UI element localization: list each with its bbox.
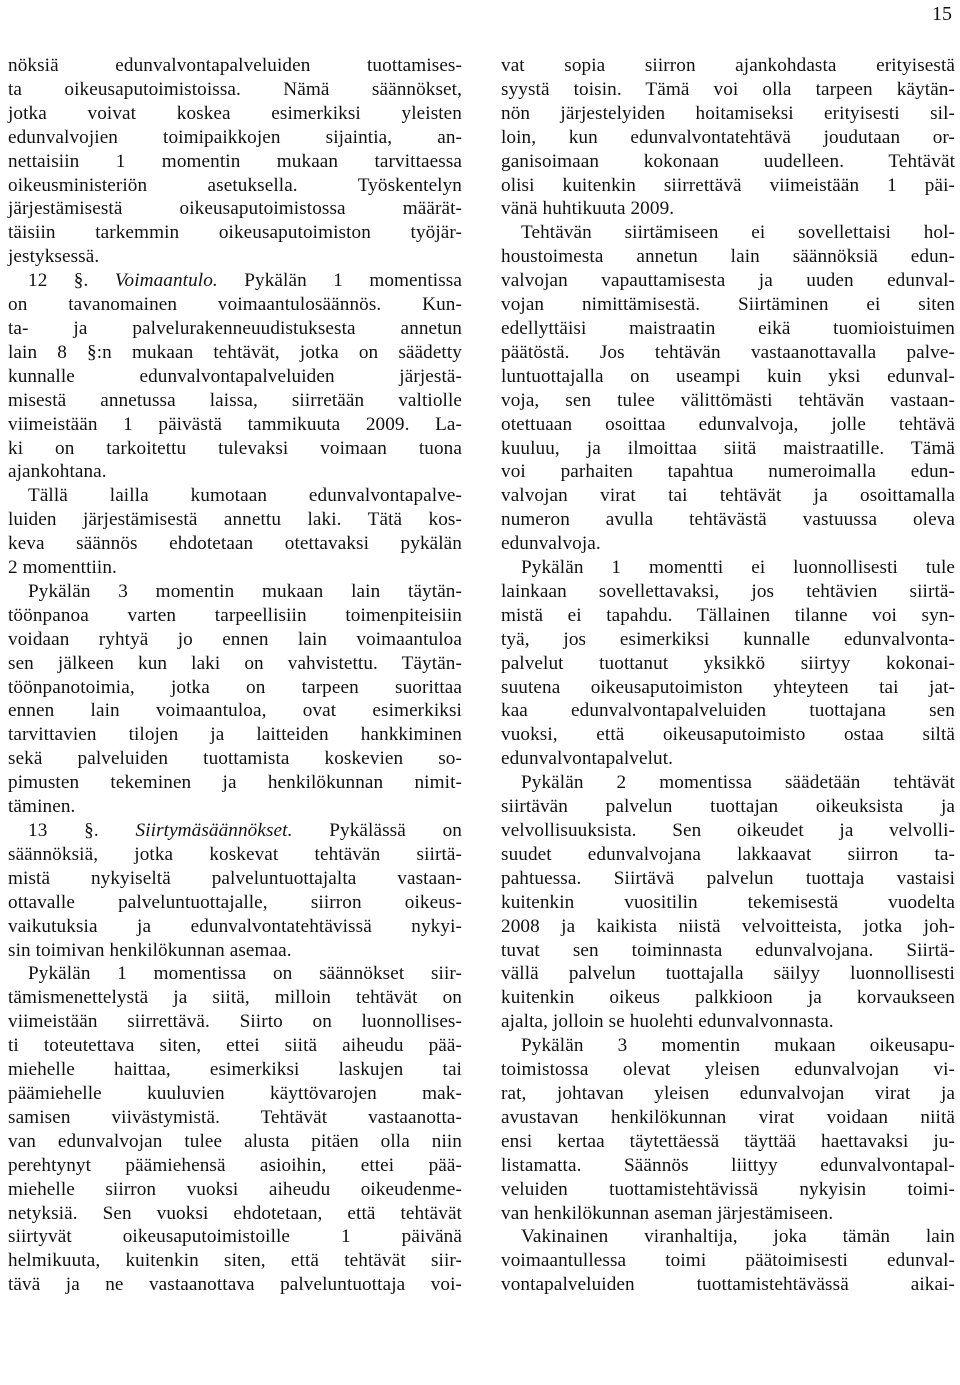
- text-line: miehelle siirron vuoksi aiheudu oikeudenme-: [8, 1178, 462, 1200]
- text-line: pahtuessa. Siirtävä palvelun tuottaja vastaisi: [501, 867, 955, 889]
- text-line: palvelut tuottanut yksikkö siirtyy kokonai-: [501, 652, 955, 674]
- text-line: edunvalvontapalvelut.: [501, 748, 674, 770]
- text-line: ensi kertaa täytettäessä täyttää haettavaksi ju-: [501, 1130, 955, 1152]
- text-line: sekä palveluiden tuottamista koskevien so-: [8, 748, 462, 770]
- text-line: Pykälän 1 momentti ei luonnollisesti tule: [521, 557, 955, 579]
- right-text-column: [501, 54, 955, 1297]
- text-line: valvojan vapauttamisesta ja uuden edunval-: [501, 270, 955, 292]
- line-text: Pykälän 1 momentissa: [244, 270, 462, 292]
- text-line: kaa edunvalvontapalveluiden tuottajana sen: [501, 700, 955, 722]
- text-line: rat, johtavan yleisen edunvalvojan virat ja: [501, 1082, 955, 1104]
- text-line: tämismenettelystä ja siitä, milloin tehtävät on: [8, 987, 462, 1009]
- text-line: kuitenkin oikeus palkkioon ja korvaukseen: [501, 987, 955, 1009]
- text-line: perehtynyt päämiehensä asioihin, ettei pää-: [8, 1154, 462, 1176]
- text-line: vojan nimittämisestä. Siirtäminen ei siten: [501, 294, 955, 316]
- text-line: edunvalvojien toimipaikkojen sijaintia, an-: [8, 126, 462, 148]
- text-line: olisi kuitenkin siirrettävä viimeistään 1 päi-: [501, 174, 955, 196]
- text-line: tävä ja ne vastaanottava palveluntuottaja voi-: [8, 1274, 462, 1296]
- section-title: Siirtymäsäännökset.: [135, 820, 293, 841]
- text-line: misestä annetussa laissa, siirretään valtiolle: [8, 389, 462, 411]
- text-line: loin, kun edunvalvontatehtävä joudutaan or-: [501, 126, 955, 148]
- text-line: siirtyvät oikeusaputoimistoille 1 päivänä: [8, 1226, 462, 1248]
- text-line: kunnalle edunvalvontapalveluiden järjestä-: [8, 365, 462, 387]
- text-line: päätöstä. Jos tehtävän vastaanottavalla palve-: [501, 341, 955, 363]
- text-line: voja, sen tulee välittömästi tehtävän vastaan-: [501, 389, 955, 411]
- text-line: voidaan ryhtyä jo ennen lain voimaantuloa: [8, 628, 462, 650]
- text-line: säännöksiä, jotka koskevat tehtävän siirtä-: [8, 843, 462, 865]
- text-line: ta- ja palvelurakenneuudistuksesta annetun: [8, 317, 462, 339]
- text-line: ajankohtana.: [8, 461, 107, 483]
- text-line: Tehtävän siirtämiseen ei sovellettaisi hol-: [521, 222, 955, 244]
- section-number: 12 §.: [28, 270, 89, 292]
- text-line: tarvittavien tilojen ja laitteiden hankkiminen: [8, 724, 462, 746]
- text-line: täisiin tarkemmin oikeusaputoimiston työjär-: [8, 222, 462, 244]
- text-line: Vakinainen viranhaltija, joka tämän lain: [521, 1226, 955, 1248]
- text-line: vontapalveluiden tuottamistehtävässä aikai-: [501, 1274, 955, 1296]
- text-line: nön järjestelyiden hoitamiseksi erityisesti sil-: [501, 102, 955, 124]
- text-line: luntuottajalla on useampi kuin yksi edunval-: [501, 365, 955, 387]
- left-text-column: [8, 54, 462, 1297]
- text-line: kuitenkin vuositilin tekemisestä vuodelta: [501, 891, 955, 913]
- text-line: sen jälkeen kun laki on vahvistettu. Täytän-: [8, 652, 462, 674]
- text-line: voi parhaiten tapahtua numeroimalla edun-: [501, 461, 955, 483]
- text-line: siirtävän palvelun tuottajan oikeuksista ja: [501, 796, 955, 818]
- text-line: ennen lain voimaantuloa, ovat esimerkiksi: [8, 700, 462, 722]
- text-line: sin toimivan henkilökunnan asemaa.: [8, 939, 292, 961]
- text-line: 2 momenttiin.: [8, 557, 117, 579]
- text-line: [8, 269, 462, 293]
- text-line: miehelle haittaa, esimerkiksi laskujen tai: [8, 1059, 462, 1081]
- text-line: mistä nykyiseltä palveluntuottajalta vastaan-: [8, 867, 462, 889]
- text-line: netyksiä. Sen vuoksi ehdotetaan, että tehtävät: [8, 1202, 462, 1224]
- text-line: avustavan henkilökunnan virat voidaan niitä: [501, 1106, 955, 1128]
- text-line: lain 8 §:n mukaan tehtävät, jotka on säädetty: [8, 341, 462, 363]
- text-line: otettuaan osoittaa edunvalvoja, jolle tehtävä: [501, 413, 955, 435]
- text-line: ti toteutettava siten, ettei siitä aiheudu pää-: [8, 1035, 462, 1057]
- text-line: valvojan virat tai tehtävät ja osoittamalla: [501, 485, 955, 507]
- text-line: suudet edunvalvojana lakkaavat siirron ta-: [501, 843, 955, 865]
- text-line: vänä huhtikuuta 2009.: [501, 198, 675, 220]
- text-line: vaikutuksia ja edunvalvontatehtävissä nykyi-: [8, 915, 462, 937]
- text-line: ottavalle palveluntuottajalle, siirron oikeus-: [8, 891, 462, 913]
- text-line: pimusten tekeminen ja henkilökunnan nimit-: [8, 772, 462, 794]
- text-line: houstoimesta annetun lain säännöksiä edun-: [501, 246, 955, 268]
- text-line: vällä palvelun tuottajalla säilyy luonnollisesti: [501, 963, 955, 985]
- text-line: veluiden tuottamistehtävissä nykyisin toimi-: [501, 1178, 955, 1200]
- text-line: täminen.: [8, 796, 76, 818]
- text-line: töönpanoa varten tarpeellisiin toimenpiteisiin: [8, 604, 462, 626]
- text-line: helmikuuta, kuitenkin siten, että tehtävät siir-: [8, 1250, 462, 1272]
- text-line: lainkaan sovellettavaksi, jos tehtävien siirtä-: [501, 580, 955, 602]
- text-line: [8, 819, 462, 843]
- text-line: velvollisuuksista. Sen oikeudet ja velvolli-: [501, 820, 955, 841]
- text-line: töönpanotoimia, jotka on tarpeen suorittaa: [8, 676, 462, 698]
- text-line: Tällä lailla kumotaan edunvalvontapalve-: [28, 485, 462, 507]
- text-line: van edunvalvojan tulee alusta pitäen olla niin: [8, 1130, 462, 1152]
- text-line: vuoksi, että oikeusaputoimisto ostaa siltä: [501, 724, 955, 746]
- text-line: jotka voivat koskea esimerkiksi yleisten: [8, 102, 462, 124]
- text-line: edellyttäisi maistraatin eikä tuomioistuimen: [501, 317, 955, 339]
- text-line: Pykälän 3 momentin mukaan lain täytän-: [28, 580, 462, 602]
- text-line: tuvat sen toiminnasta edunvalvojana. Siirtä-: [501, 939, 955, 961]
- text-line: numeron avulla tehtävästä vastuussa oleva: [501, 509, 955, 531]
- text-line: päämiehelle kuuluvien käyttövarojen mak-: [8, 1082, 462, 1104]
- text-line: vat sopia siirron ajankohdasta erityisestä: [501, 55, 955, 76]
- text-line: 2008 ja kaikista niistä velvoitteista, jotka joh-: [501, 915, 955, 937]
- text-line: ajalta, jolloin se huolehti edunvalvonnasta.: [501, 1011, 834, 1033]
- text-line: van henkilökunnan aseman järjestämiseen.: [501, 1202, 834, 1224]
- text-line: luiden järjestämisestä annettu laki. Tätä kos-: [8, 509, 462, 531]
- text-line: edunvalvoja.: [501, 533, 601, 555]
- text-line: jestyksessä.: [8, 246, 100, 268]
- line-text: Pykälässä on: [329, 820, 462, 841]
- text-line: syystä toisin. Tämä voi olla tarpeen käytän-: [501, 78, 955, 100]
- text-line: nöksiä edunvalvontapalveluiden tuottamises-: [8, 55, 462, 76]
- section-title: Voimaantulo.: [114, 270, 218, 292]
- text-line: Pykälän 3 momentin mukaan oikeusapu-: [521, 1035, 955, 1057]
- text-line: on tavanomainen voimaantulosäännös. Kun-: [8, 294, 462, 316]
- text-line: viimeistään 1 päivästä tammikuuta 2009. La-: [8, 413, 462, 435]
- text-line: viimeistään siirrettävä. Siirto on luonnollises-: [8, 1011, 462, 1033]
- text-line: suutena oikeusaputoimiston yhteyteen tai jat-: [501, 676, 955, 698]
- text-line: kuuluu, ja ilmoittaa siitä maistraatille. Tämä: [501, 437, 955, 459]
- text-line: ta oikeusaputoimistoissa. Nämä säännökset,: [8, 78, 462, 100]
- text-line: ganisoimaan kokonaan uudelleen. Tehtävät: [501, 150, 955, 172]
- text-line: samisen viivästymistä. Tehtävät vastaanotta-: [8, 1106, 462, 1128]
- text-line: listamatta. Säännös liittyy edunvalvontapal-: [501, 1154, 955, 1176]
- text-line: Pykälän 2 momentissa säädetään tehtävät: [521, 772, 955, 794]
- text-line: toimistossa olevat yleisen edunvalvojan vi-: [501, 1059, 955, 1081]
- text-line: oikeusministeriön asetuksella. Työskentelyn: [8, 174, 462, 196]
- text-line: mistä ei tapahdu. Tällainen tilanne voi syn-: [501, 604, 955, 626]
- page-number: 15: [932, 3, 952, 25]
- text-line: järjestämisestä oikeusaputoimistossa määrät-: [8, 198, 462, 220]
- text-line: Pykälän 1 momentissa on säännökset siir-: [28, 963, 462, 985]
- section-number: 13 §.: [28, 820, 99, 841]
- text-line: ki on tarkoitettu tulevaksi voimaan tuona: [8, 437, 462, 459]
- text-line: voimaantullessa toimi päätoimisesti edunval-: [501, 1250, 955, 1272]
- text-line: tyä, jos esimerkiksi kunnalle edunvalvonta-: [501, 628, 955, 650]
- text-line: keva säännös ehdotetaan otettavaksi pykälän: [8, 533, 462, 555]
- text-line: nettaisiin 1 momentin mukaan tarvittaessa: [8, 150, 462, 172]
